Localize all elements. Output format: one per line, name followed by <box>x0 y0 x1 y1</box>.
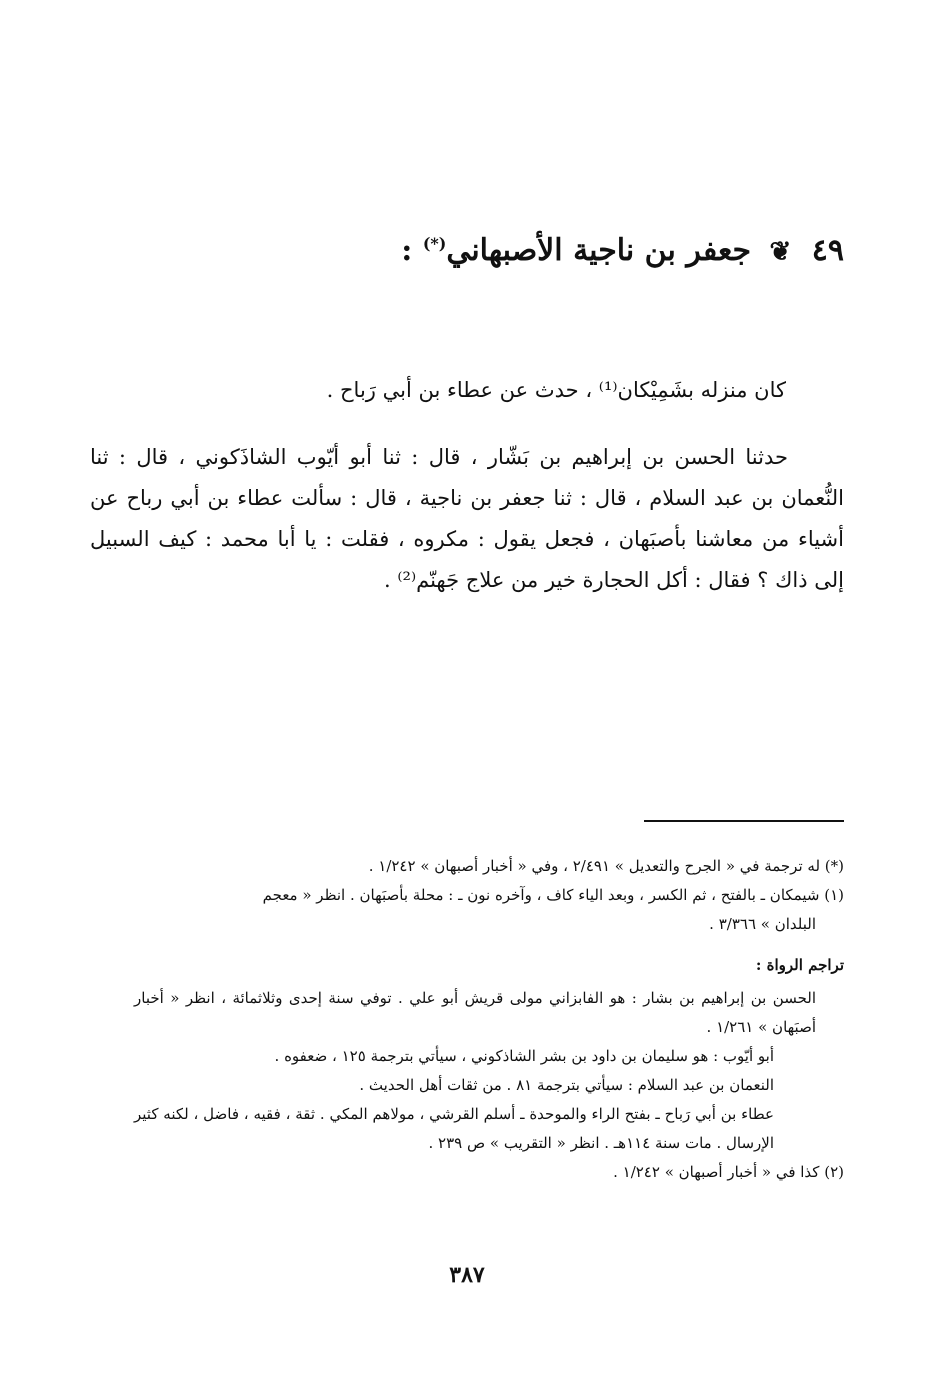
footnote-star-marker: (*) <box>422 234 447 253</box>
footnote-star: (*) له ترجمة في « الجرح والتعديل » ٢/٤٩١ ، وفي « أخبار أصبهان » ١/٢٤٢ . <box>368 857 844 875</box>
heading-colon: : <box>401 233 423 268</box>
intro-text: كان منزله بشَمِيْكان⁽¹⁾ ، حدث عن عطاء بن أبي رَباح . <box>326 378 786 402</box>
narrator-entry: عطاء بن أبي رَباح ـ بفتح الراء والموحدة ـ أسلم القرشي ، مولاهم المكي . ثقة ، فقيه ، فاضل ، لكنه كثير الإرسال . مات سنة ١١٤هـ . انظر « التقريب » ص ٢٣٩ . <box>134 1105 774 1152</box>
footnotes <box>134 852 844 1187</box>
narrator-entry: النعمان بن عبد السلام : سيأتي بترجمة ٨١ . من ثقات أهل الحديث . <box>359 1076 774 1094</box>
hadith-body <box>90 437 844 601</box>
flower-ornament-icon: ❦ <box>769 237 792 267</box>
narrator-entry: الحسن بن إبراهيم بن بشار : هو الفابزاني مولى قريش أبو علي . توفي سنة إحدى وثلاثمائة ، انظر « أخبار أصبَهان » ١/٢٦١ . <box>134 989 816 1036</box>
footnote-1-continued: البلدان » ٣/٣٦٦ . <box>709 915 816 933</box>
entry-heading <box>90 222 844 274</box>
entry-title: جعفر بن ناجية الأصبهاني <box>446 233 752 268</box>
entry-number: ٤٩ <box>811 233 844 268</box>
narrators-heading: تراجم الرواة : <box>755 956 844 974</box>
footnote-2: (٢) كذا في « أخبار أصبهان » ١/٢٤٢ . <box>613 1163 844 1181</box>
footnote-divider <box>644 820 844 822</box>
narrator-entry: أبو أيّوب : هو سليمان بن داود بن بشر الشاذكوني ، سيأتي بترجمة ١٢٥ ، ضعفوه . <box>274 1047 774 1065</box>
footnote-1: (١) شيمكان ـ بالفتح ، ثم الكسر ، وبعد الياء كاف ، وآخره نون ـ : محلة بأصبَهان . انظر « معجم <box>262 886 844 904</box>
page-number: ٣٨٧ <box>449 1262 485 1288</box>
hadith-text: حدثنا الحسن بن إبراهيم بن بَشّار ، قال : ثنا أبو أيّوب الشاذَكوني ، قال : ثنا النُّعمان بن عبد السلام ، قال : ثنا جعفر بن ناجية ، قال : سألت عطاء بن أبي رباح عن أشياء من معاشنا بأصبَهان ، فجعل يقول : مكروه ، فقلت : يا أبا محمد : كيف السبيل إلى ذاك ؟ فقال : أكل الحجارة خير من علاج جَهنّم⁽²⁾ . <box>90 445 844 592</box>
